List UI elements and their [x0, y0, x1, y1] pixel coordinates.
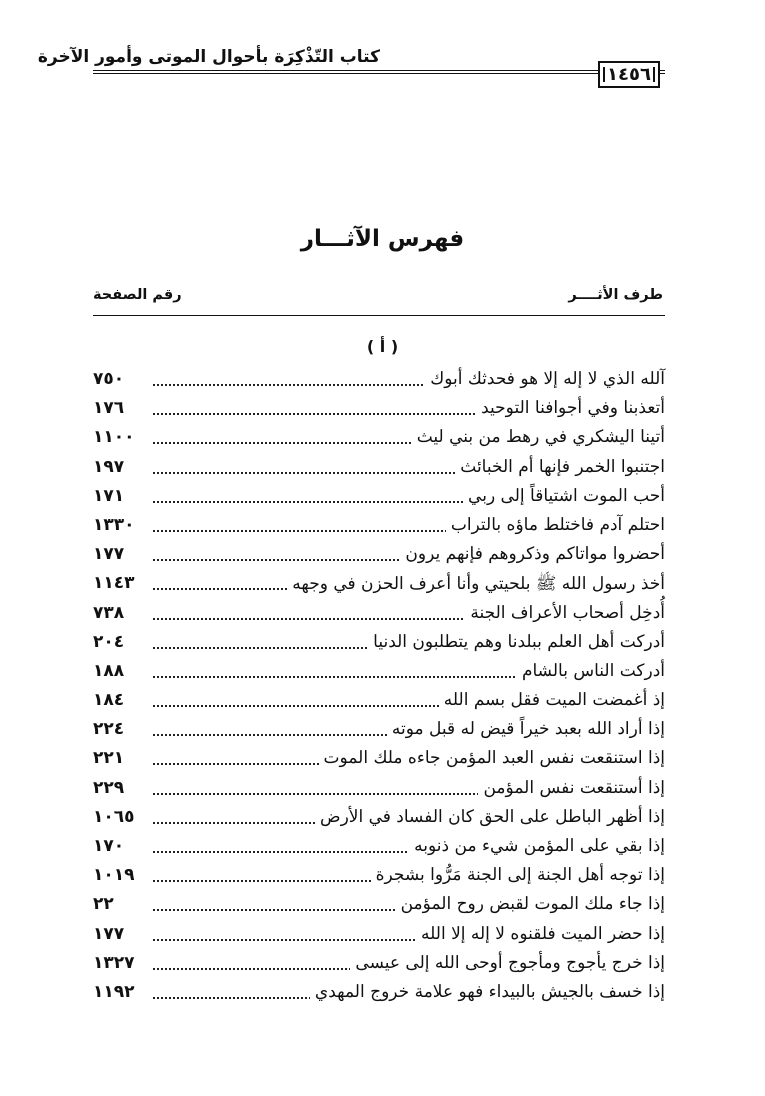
entry-text: إذا خسف بالجيش بالبيداء فهو علامة خروج المهدي	[310, 982, 665, 1002]
entry-page-number: ٢٢١	[93, 748, 151, 768]
index-entry	[93, 980, 665, 1009]
section-letter: ( أ )	[366, 337, 399, 356]
entry-page-number: ١٩٧	[93, 457, 151, 477]
header-rule-double	[93, 73, 665, 74]
entry-text: إذا جاء ملك الموت لقبض روح المؤمن	[396, 894, 665, 914]
entry-text: إذا أستنقعت نفس المؤمن	[478, 778, 665, 798]
entry-text: إذا أظهر الباطل على الحق كان الفساد في الأرض	[315, 807, 665, 827]
index-entry	[93, 630, 665, 659]
index-entry	[93, 805, 665, 834]
entry-text: إذ أغمضت الميت فقل بسم الله	[439, 690, 665, 710]
index-entry	[93, 688, 665, 717]
entry-text: إذا بقي على المؤمن شيء من ذنوبه	[409, 836, 665, 856]
index-entry	[93, 717, 665, 746]
entry-page-number: ١٧١	[93, 486, 151, 506]
entry-page-number: ١١٠٠	[93, 427, 151, 447]
entry-page-number: ٢٠٤	[93, 632, 151, 652]
entry-text: إذا توجه أهل الجنة إلى الجنة مَرُّوا بشجرة	[371, 865, 665, 885]
index-entry	[93, 659, 665, 688]
column-header-rule	[93, 315, 665, 316]
index-entry	[93, 396, 665, 425]
entry-page-number: ١١٤٣	[93, 573, 151, 593]
index-entry	[93, 776, 665, 805]
entry-text: إذا استنقعت نفس العبد المؤمن جاءه ملك الموت	[319, 748, 665, 768]
index-entry	[93, 484, 665, 513]
index-entry	[93, 922, 665, 951]
entry-page-number: ١٧٧	[93, 544, 151, 564]
entry-page-number: ١٧٧	[93, 924, 151, 944]
entry-text: إذا أراد الله بعبد خيراً قيض له قبل موته	[387, 719, 665, 739]
entry-text: آلله الذي لا إله إلا هو فحدثك أبوك	[425, 369, 665, 389]
index-entry	[93, 601, 665, 630]
entry-page-number: ١٣٢٧	[93, 953, 151, 973]
entry-page-number: ٢٢٤	[93, 719, 151, 739]
column-header-narration: طرف الأثــــر	[568, 287, 663, 303]
entry-page-number: ٧٣٨	[93, 603, 151, 623]
entry-page-number: ١٠٦٥	[93, 807, 151, 827]
entry-text: إذا خرج يأجوج ومأجوج أوحى الله إلى عيسى	[350, 953, 665, 973]
entry-page-number: ٧٥٠	[93, 369, 151, 389]
entry-text: أدركت أهل العلم ببلدنا وهم يتطلبون الدنيا	[368, 632, 665, 652]
index-title: فهرس الآثـــار	[300, 226, 465, 252]
entry-text: أخذ رسول الله ﷺ بلحيتي وأنا أعرف الحزن في وجهه	[287, 573, 665, 598]
index-entry	[93, 513, 665, 542]
column-header-page: رقم الصفحة	[93, 287, 182, 303]
entry-text: احتلم آدم فاختلط ماؤه بالتراب	[446, 515, 665, 535]
page-number: ١٤٥٦	[598, 61, 660, 88]
entry-text: أتينا اليشكري في رهط من بني ليث	[412, 427, 665, 447]
entry-page-number: ١٨٨	[93, 661, 151, 681]
entry-text: إذا حضر الميت فلقنوه لا إله إلا الله	[416, 924, 665, 944]
entry-page-number: ١٣٣٠	[93, 515, 151, 535]
entry-text: اجتنبوا الخمر فإنها أم الخبائث	[455, 457, 665, 477]
entry-page-number: ٢٢	[93, 894, 151, 914]
index-entry	[93, 571, 665, 600]
entry-page-number: ٢٢٩	[93, 778, 151, 798]
index-entry	[93, 455, 665, 484]
index-entries	[93, 367, 665, 1009]
index-entry	[93, 367, 665, 396]
index-entry	[93, 892, 665, 921]
entry-page-number: ١٧٠	[93, 836, 151, 856]
header-rule	[93, 70, 665, 71]
index-entry	[93, 863, 665, 892]
entry-page-number: ١٧٦	[93, 398, 151, 418]
index-entry	[93, 746, 665, 775]
index-entry	[93, 425, 665, 454]
entry-page-number: ١١٩٢	[93, 982, 151, 1002]
entry-text: أُدخِل أصحاب الأعراف الجنة	[465, 603, 665, 623]
running-title: كتاب التّذْكِرَة بأحوال الموتى وأمور الآخرة	[37, 47, 380, 67]
index-entry	[93, 542, 665, 571]
entry-text: أحضروا مواتاكم وذكروهم فإنهم يرون	[400, 544, 665, 564]
index-entry	[93, 951, 665, 980]
index-entry	[93, 834, 665, 863]
entry-page-number: ١٠١٩	[93, 865, 151, 885]
entry-text: أحب الموت اشتياقاً إلى ربي	[463, 486, 665, 506]
entry-text: أدركت الناس بالشام	[517, 661, 665, 681]
entry-text: أتعذبنا وفي أجوافنا التوحيد	[476, 398, 665, 418]
entry-page-number: ١٨٤	[93, 690, 151, 710]
